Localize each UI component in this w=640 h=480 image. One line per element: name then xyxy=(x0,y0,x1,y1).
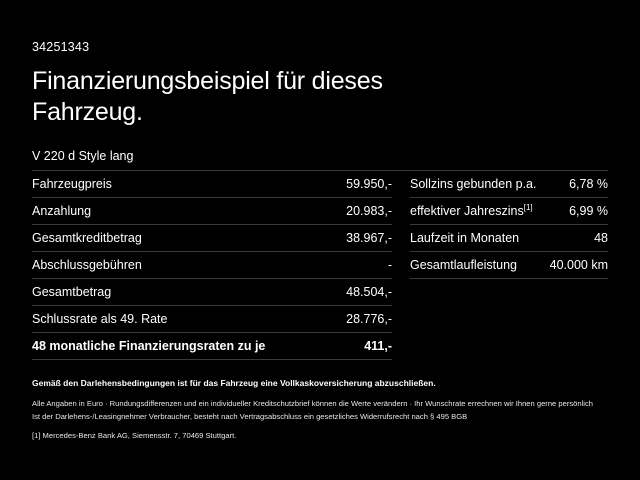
row-label: 48 monatliche Finanzierungsraten zu je xyxy=(32,339,266,353)
page-title: Finanzierungsbeispiel für dieses Fahrzeug. xyxy=(32,67,383,126)
table-row xyxy=(410,252,608,279)
footnote-marker: [1] xyxy=(523,202,533,212)
row-value: 20.983,- xyxy=(346,204,392,218)
table-row xyxy=(32,279,392,306)
table-row xyxy=(410,171,608,198)
row-label: Schlussrate als 49. Rate xyxy=(32,312,168,326)
footer-disclaimer xyxy=(32,378,608,442)
row-value: 40.000 km xyxy=(549,258,608,272)
table-row xyxy=(410,198,608,225)
table-row-monthly-rate xyxy=(32,333,392,360)
footer-line-1: Alle Angaben in Euro · Rundungsdifferenzen und ein individueller Kreditschutzbrief können die Werte verändern · Ihr Wunschrate errechnen wir Ihnen gerne persönlich xyxy=(32,399,594,409)
vehicle-model-label: V 220 d Style lang xyxy=(32,149,608,171)
row-value: - xyxy=(387,258,392,272)
document-id: 34251343 xyxy=(32,40,90,54)
left-finance-table xyxy=(32,171,392,360)
table-row xyxy=(32,198,392,225)
footer-line-2: Ist der Darlehens-/Leasingnehmer Verbraucher, besteht nach Vertragsabschluss ein gesetzliches Widerrufsrecht nach § 495 BGB xyxy=(32,411,468,421)
table-row xyxy=(32,171,392,198)
footer-bank-note: [1] Mercedes-Benz Bank AG, Siemensstr. 7, 70469 Stuttgart. xyxy=(32,430,237,440)
row-value: 38.967,- xyxy=(346,231,392,245)
row-value: 6,99 % xyxy=(569,204,608,218)
footer-bold-note: Gemäß den Darlehensbedingungen ist für das Fahrzeug eine Vollkaskoversicherung abzuschließen. xyxy=(32,378,436,389)
table-row xyxy=(410,225,608,252)
row-label: Laufzeit in Monaten xyxy=(410,231,520,245)
finance-tables xyxy=(32,171,608,360)
row-label: Fahrzeugpreis xyxy=(32,177,112,191)
row-value: 28.776,- xyxy=(346,312,392,326)
row-value: 48 xyxy=(594,231,608,245)
table-row xyxy=(32,306,392,333)
table-row xyxy=(32,225,392,252)
row-label: Sollzins gebunden p.a. xyxy=(410,177,537,191)
row-label: Gesamtlaufleistung xyxy=(410,258,518,272)
row-label: Gesamtbetrag xyxy=(32,285,112,299)
table-row xyxy=(32,252,392,279)
row-label: Gesamtkreditbetrag xyxy=(32,231,142,245)
row-value: 411,- xyxy=(364,339,392,353)
row-value: 59.950,- xyxy=(346,177,392,191)
row-label: effektiver Jahreszins xyxy=(410,204,524,218)
row-label: Anzahlung xyxy=(32,204,92,218)
right-finance-table xyxy=(392,171,608,360)
row-value: 48.504,- xyxy=(346,285,392,299)
row-value: 6,78 % xyxy=(569,177,608,191)
row-label: Abschlussgebühren xyxy=(32,258,142,272)
